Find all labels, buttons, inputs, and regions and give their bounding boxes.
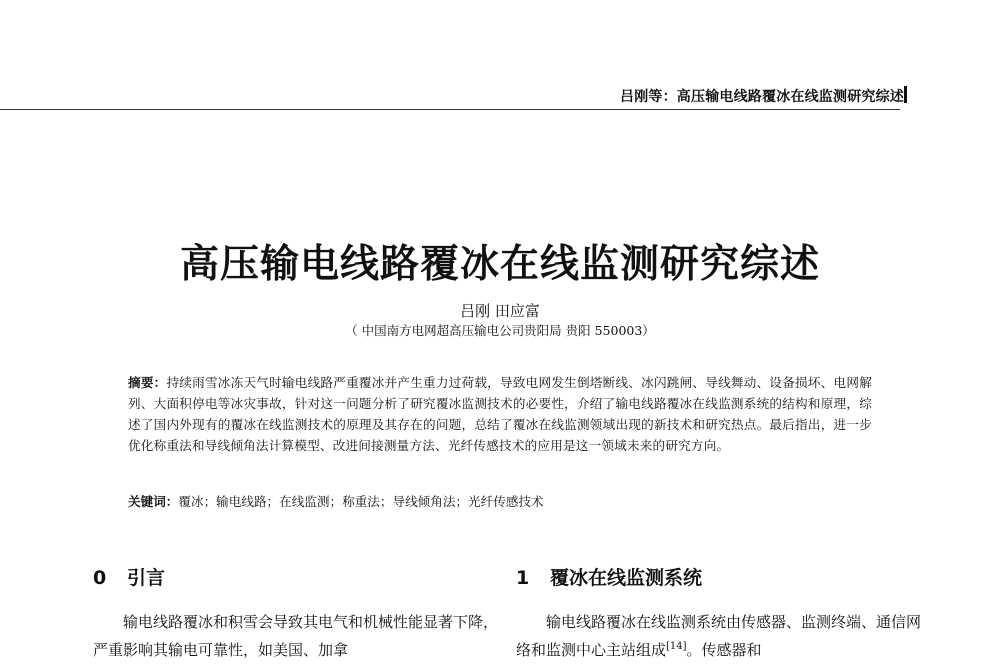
paragraph: 输电线路覆冰和积雪会导致其电气和机械性能显著下降，严重影响其输电可靠性，如美国、加拿 <box>93 613 499 659</box>
citation: [14] <box>666 641 687 652</box>
running-header: 吕刚等：高压输电线路覆冰在线监测研究综述 <box>620 89 904 105</box>
header-bar <box>904 86 907 103</box>
section-title: 引言 <box>127 567 166 589</box>
keywords-text: 覆冰；输电线路；在线监测；称重法；导线倾角法；光纤传感技术 <box>178 494 544 509</box>
abstract-text: 持续雨雪冰冻天气时输电线路严重覆冰并产生重力过荷载，导致电网发生倒塔断线、冰闪跳闸、导线舞动、设备损坏、电网解列、大面积停电等冰灾事故，针对这一问题分析了研究覆冰监测技术的必要性，介绍了输电线路覆冰在线监测系统的结构和原理，综述了国内外现有的覆冰在线监测技术的原理及其存在的问题，总结了覆冰在线监测领域出现的新技术和研究热点。最后指出，进一步优化称重法和导线倾角法计算模型、改进间接测量方法、光纤传感技术的应用是这一领域未来的研究方向。 <box>128 375 872 453</box>
paragraph <box>516 608 921 664</box>
paragraph-text-cont: 。传感器和 <box>686 641 762 659</box>
section-heading-introduction <box>93 563 165 590</box>
authors: 吕刚 田应富 <box>460 302 540 320</box>
paragraph-text: 输电线路覆冰在线监测系统由传感器、监测终端、通信网络和监测中心主站组成 <box>516 613 922 659</box>
column-right-text <box>516 608 921 664</box>
column-left-text <box>93 608 498 664</box>
header-rule <box>0 109 900 110</box>
section-title: 覆冰在线监测系统 <box>550 567 703 589</box>
abstract-label: 摘要： <box>128 375 167 390</box>
keywords-label: 关键词： <box>128 494 179 509</box>
keywords <box>128 491 872 510</box>
section-number: 1 <box>516 567 530 589</box>
section-heading-system <box>516 563 702 590</box>
section-number: 0 <box>93 567 107 589</box>
abstract <box>128 372 872 456</box>
paper-title: 高压输电线路覆冰在线监测研究综述 <box>179 242 820 287</box>
affiliation: （ 中国南方电网超高压输电公司贵阳局 贵阳 550003） <box>345 323 655 338</box>
